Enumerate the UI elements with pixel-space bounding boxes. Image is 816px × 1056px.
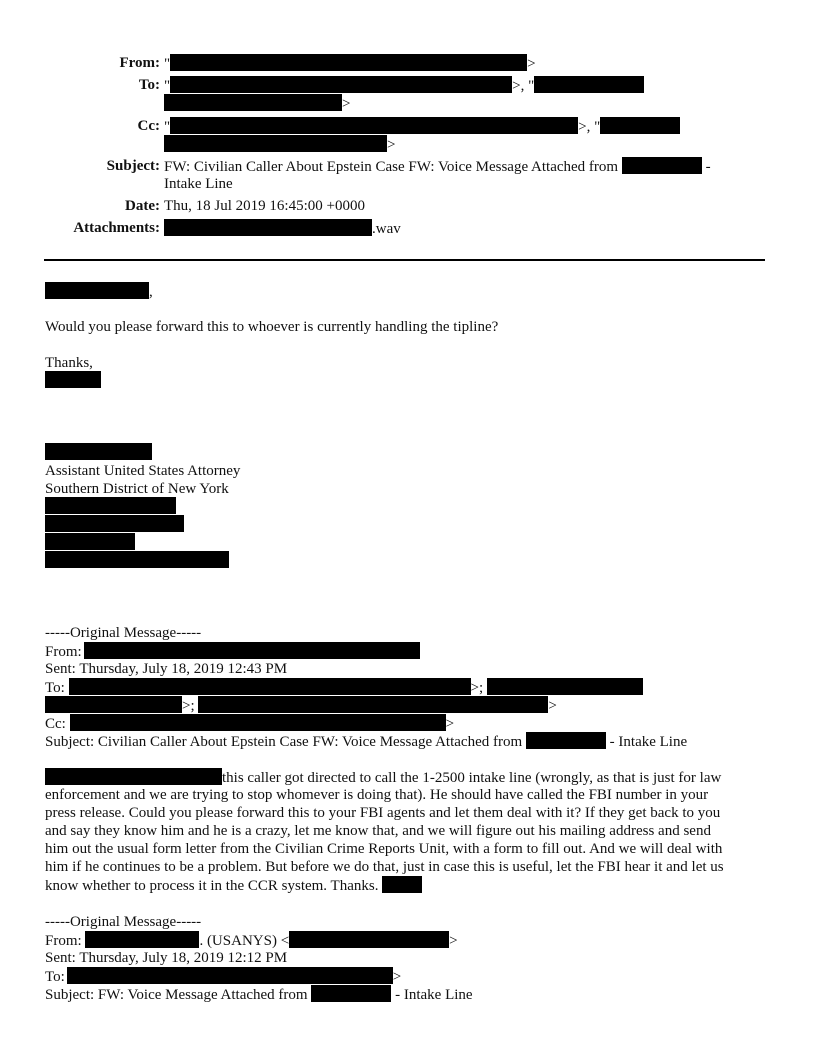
redaction — [164, 219, 372, 236]
orig1-body-line: enforcement and we are trying to stop whomever is doing that). He should have called the FBI number in your — [45, 787, 709, 803]
subject-value: FW: Civilian Caller About Epstein Case FW: Voice Message Attached from - — [164, 159, 711, 175]
from-value: " > — [164, 56, 536, 72]
redaction — [526, 732, 606, 749]
orig1-body-line: him if he continues to be a problem. But before we do that, just in case this is useful, let the FBI hear it and let us — [45, 859, 724, 875]
redaction — [170, 117, 578, 134]
orig2-to: To: > — [45, 969, 402, 985]
redaction — [487, 678, 643, 695]
subject-value-cont: Intake Line — [164, 176, 233, 192]
redaction — [289, 931, 449, 948]
date-value: Thu, 18 Jul 2019 16:45:00 +0000 — [164, 198, 365, 214]
redaction — [382, 876, 422, 893]
redaction — [311, 985, 391, 1002]
cc-label: Cc: — [137, 118, 160, 134]
to-value-cont: > — [164, 94, 350, 113]
orig1-from: From: — [45, 642, 420, 661]
orig1-body-line: this caller got directed to call the 1-2500 intake line (wrongly, as that is just for law — [45, 768, 721, 787]
header-divider — [44, 259, 765, 261]
redaction — [534, 76, 644, 93]
redaction — [45, 515, 184, 532]
redaction — [84, 642, 420, 659]
redaction — [45, 533, 135, 550]
orig1-to-cont: >; > — [45, 696, 557, 715]
redaction — [45, 443, 152, 460]
cc-value: " >, " — [164, 117, 680, 136]
thanks-text: Thanks, — [45, 355, 93, 371]
redaction — [45, 371, 101, 388]
redaction — [600, 117, 680, 134]
redaction — [70, 714, 446, 731]
original-divider: -----Original Message----- — [45, 625, 202, 641]
orig1-cc: Cc: > — [45, 716, 455, 732]
orig2-from: From: . (USANYS) < > — [45, 933, 458, 949]
cc-value-cont: > — [164, 135, 395, 154]
signature-title: Assistant United States Attorney — [45, 463, 241, 479]
redaction — [45, 551, 229, 568]
redaction — [198, 696, 548, 713]
redaction — [45, 696, 182, 713]
redaction — [69, 678, 471, 695]
orig2-subject: Subject: FW: Voice Message Attached from - Intake Line — [45, 987, 473, 1003]
to-value: " >, " — [164, 76, 644, 95]
subject-label: Subject: — [106, 158, 160, 174]
redaction — [164, 94, 342, 111]
orig1-subject: Subject: Civilian Caller About Epstein Case FW: Voice Message Attached from - Intake Line — [45, 734, 688, 750]
redaction — [67, 967, 393, 984]
orig1-body-line: and say they know him and he is a crazy, let me know that, and we will figure out his mailing address and send — [45, 823, 711, 839]
redaction — [45, 282, 149, 299]
from-label: From: — [119, 55, 160, 71]
attachments-label: Attachments: — [73, 220, 160, 236]
greeting: , — [45, 282, 153, 301]
redaction — [45, 768, 222, 785]
orig1-body-line: know whether to process it in the CCR system. Thanks. — [45, 876, 422, 895]
redaction — [170, 54, 527, 71]
orig1-body-line: press release. Could you please forward this to your FBI agents and let them deal with it? If they get back to you — [45, 805, 721, 821]
original-divider: -----Original Message----- — [45, 914, 202, 930]
redaction — [85, 931, 199, 948]
redaction — [622, 157, 702, 174]
orig1-body-line: him out the usual form letter from the Civilian Crime Reports Unit, with a form to fill out. And we will deal with — [45, 841, 723, 857]
attachment-link[interactable]: .wav — [164, 219, 401, 238]
orig1-sent: Sent: Thursday, July 18, 2019 12:43 PM — [45, 661, 288, 677]
redaction — [170, 76, 512, 93]
request-text: Would you please forward this to whoever is currently handling the tipline? — [45, 319, 499, 335]
signature-office: Southern District of New York — [45, 481, 229, 497]
redaction — [45, 497, 176, 514]
orig2-sent: Sent: Thursday, July 18, 2019 12:12 PM — [45, 950, 288, 966]
redaction — [164, 135, 387, 152]
date-label: Date: — [125, 198, 160, 214]
to-label: To: — [138, 77, 160, 93]
orig1-to: To: >; — [45, 678, 643, 697]
